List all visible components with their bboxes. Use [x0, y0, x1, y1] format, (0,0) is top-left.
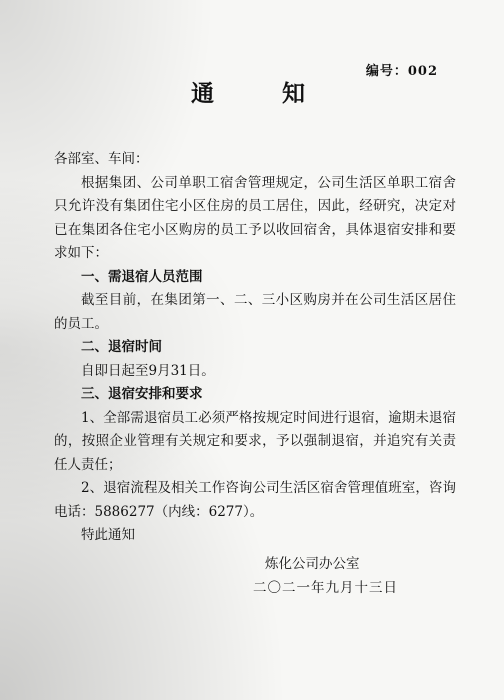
section-time-text: 自即日起至9月31日。 — [81, 362, 215, 379]
signature-org: 炼化公司办公室 — [265, 556, 360, 572]
signature-block — [253, 553, 398, 600]
document-body — [54, 148, 456, 548]
document-number: 编号：002 — [365, 64, 438, 79]
salutation: 各部室、车间： — [54, 151, 149, 167]
section-heading-requirements: 三、退宿安排和要求 — [81, 386, 203, 402]
requirement-item-2: 2、退宿流程及相关工作咨询公司生活区宿舍管理值班室，咨询电话：5886277（内线：6277）。 — [54, 480, 456, 520]
section-scope-text: 截至目前，在集团第一、二、三小区购房并在公司生活区居住的员工。 — [54, 292, 456, 332]
requirement-item-1: 1、全部需退宿员工必须严格按规定时间进行退宿，逾期未退宿的，按照企业管理有关规定和要求，予以强制退宿，并追究有关责任人责任； — [54, 409, 456, 473]
signature-date: 二〇二一年九月十三日 — [253, 579, 398, 596]
document-title: 通 知 — [190, 80, 335, 107]
intro-paragraph: 根据集团、公司单职工宿舍管理规定，公司生活区单职工宿舍只允许没有集团住宅小区住房的员工居住，因此，经研究，决定对已在集团各住宅小区购房的员工予以收回宿舍，具体退宿安排和要求如下： — [54, 174, 456, 261]
section-heading-time: 二、退宿时间 — [81, 339, 162, 355]
closing-line: 特此通知 — [81, 527, 135, 543]
section-heading-scope: 一、需退宿人员范围 — [81, 268, 203, 285]
